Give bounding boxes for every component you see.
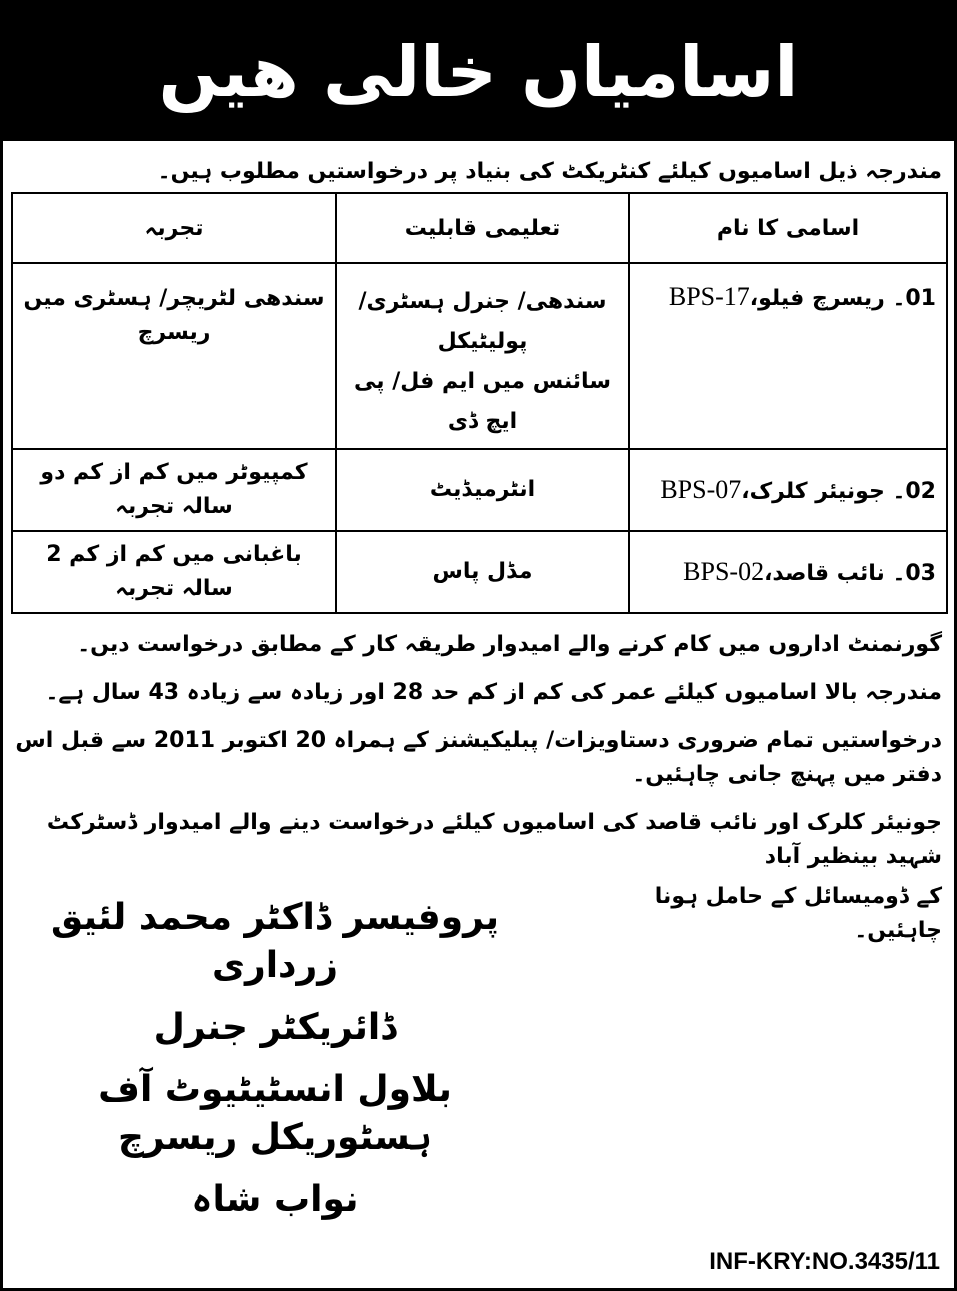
table-row <box>12 531 947 613</box>
post-cell <box>629 531 947 613</box>
header-post: اسامی کا نام <box>629 193 947 263</box>
pay-scale: BPS-17 <box>668 282 750 311</box>
deadline-paragraph: درخواستیں تمام ضروری دستاویزات/ پبلیکیشنز کے ہمراہ 20 اکتوبر 2011 سے قبل اس دفتر میں پہنچ جانی چاہئیں۔ <box>15 728 942 787</box>
table-row <box>12 263 947 449</box>
qualification-line: سائنس میں ایم فل/ پی ایچ ڈی <box>354 369 611 434</box>
header-experience: تجربہ <box>12 193 336 263</box>
experience-cell: کمپیوٹر میں کم از کم دو سالہ تجربہ <box>12 449 336 531</box>
domicile-paragraph-cont: کے ڈومیسائل کے حامل ہونا چاہئیں۔ <box>654 884 942 943</box>
signatory-designation: ڈائریکٹر جنرل <box>153 1007 397 1048</box>
row-number: 02۔ <box>892 479 936 504</box>
signatory-name: پروفیسر ڈاکٹر محمد لئیق زرداری <box>50 897 500 986</box>
pay-scale: BPS-02 <box>683 557 765 586</box>
vacancies-table <box>11 192 948 614</box>
city-name: نواب شاہ <box>191 1179 359 1220</box>
pay-scale: BPS-07 <box>660 475 742 504</box>
post-name: جونیئر کلرک، <box>741 479 885 504</box>
post-cell <box>629 449 947 531</box>
post-name: نائب قاصد، <box>764 561 885 586</box>
ad-title: اسامیاں خالی ھیں <box>3 3 954 141</box>
post-name: ریسرچ فیلو، <box>749 286 885 311</box>
qualification-cell: مڈل پاس <box>336 531 629 613</box>
intro-text: مندرجہ ذیل اسامیوں کیلئے کنٹریکٹ کی بنیاد پر درخواستیں مطلوب ہیں۔ <box>157 159 942 184</box>
bottom-section <box>15 880 942 1238</box>
table-row <box>12 449 947 531</box>
age-limit-paragraph: مندرجہ بالا اسامیوں کیلئے عمر کی کم از کم حد 28 اور زیادہ سے زیادہ 43 سال ہے۔ <box>45 680 942 705</box>
table-header-row <box>12 193 947 263</box>
qualification-line: سندھی/ جنرل ہسٹری/ پولیٹیکل <box>358 289 607 354</box>
header-qualification: تعلیمی قابلیت <box>336 193 629 263</box>
reference-number: INF-KRY:NO.3435/11 <box>709 1248 940 1275</box>
row-number: 01۔ <box>892 286 936 311</box>
institute-name: بلاول انسٹیٹیوٹ آف ہسٹوریکل ریسرچ <box>98 1069 452 1158</box>
qualification-cell <box>336 263 629 449</box>
post-cell <box>629 263 947 449</box>
instruction-paragraph: گورنمنٹ اداروں میں کام کرنے والے امیدوار طریقہ کار کے مطابق درخواست دیں۔ <box>77 632 942 657</box>
experience-cell: باغبانی میں کم از کم 2 سالہ تجربہ <box>12 531 336 613</box>
signature-block <box>15 880 535 1238</box>
experience-cell: سندھی لٹریچر/ ہسٹری میں ریسرچ <box>12 263 336 449</box>
qualification-cell: انٹرمیڈیٹ <box>336 449 629 531</box>
domicile-paragraph: جونیئر کلرک اور نائب قاصد کی اسامیوں کیلئے درخواست دینے والے امیدوار ڈسٹرکٹ شہید بینظیر آباد <box>46 810 942 869</box>
row-number: 03۔ <box>892 561 936 586</box>
